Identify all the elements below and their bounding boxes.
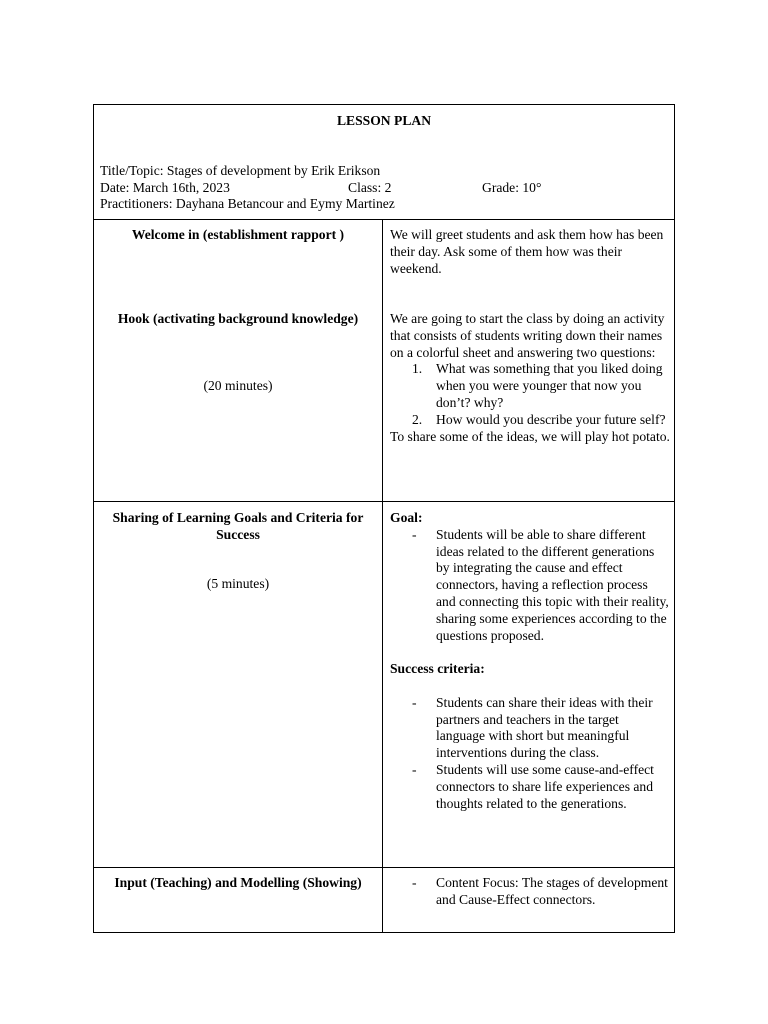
- goals-time: (5 minutes): [206, 576, 270, 591]
- criteria-list: [390, 695, 670, 813]
- practitioners-line: Practitioners: Dayhana Betancour and Eymy Martinez: [100, 196, 395, 211]
- input-list: [390, 875, 670, 909]
- hook-questions: [390, 361, 670, 428]
- list-item-text: What was something that you liked doing when you were younger that now you don’t? why?: [436, 361, 663, 410]
- list-item: [390, 412, 670, 429]
- input-label: Input (Teaching) and Modelling (Showing): [114, 875, 362, 890]
- goals-content: [390, 510, 670, 812]
- list-item: [390, 762, 670, 812]
- goal-list: [390, 527, 670, 645]
- row-divider: [93, 501, 675, 502]
- class-line: Class: 2: [348, 180, 392, 195]
- list-item: [390, 695, 670, 762]
- input-content: [390, 875, 670, 909]
- grade-line: Grade: 10°: [482, 180, 542, 195]
- list-number: 2.: [412, 411, 423, 427]
- list-item: [390, 527, 670, 645]
- list-dash: -: [412, 761, 417, 777]
- column-divider: [382, 219, 383, 933]
- list-item-text: Content Focus: The stages of development and Cause-Effect connectors.: [436, 875, 668, 907]
- list-dash: -: [412, 526, 417, 542]
- list-dash: -: [412, 875, 417, 890]
- list-item: [390, 361, 670, 411]
- criteria-heading: Success criteria:: [390, 661, 485, 677]
- list-number: 1.: [412, 361, 423, 377]
- row-divider: [93, 219, 675, 220]
- list-item: [390, 875, 670, 909]
- hook-outro: To share some of the ideas, we will play hot potato.: [390, 428, 670, 444]
- topic-line: Title/Topic: Stages of development by Erik Erikson: [100, 163, 381, 178]
- list-dash: -: [412, 694, 417, 710]
- welcome-text: We will greet students and ask them how has been their day. Ask some of them how was their weekend.: [390, 227, 664, 276]
- list-item-text: Students will use some cause-and-effect connectors to share life experiences and thoughts related to the generations.: [436, 761, 654, 811]
- goal-heading: Goal:: [390, 510, 423, 525]
- date-line: Date: March 16th, 2023: [100, 180, 230, 195]
- goals-label: Sharing of Learning Goals and Criteria for Success: [112, 510, 364, 542]
- hook-content: [390, 311, 670, 445]
- list-item-text: How would you describe your future self?: [436, 411, 666, 427]
- document-title: LESSON PLAN: [336, 113, 432, 128]
- hook-time: (20 minutes): [203, 378, 273, 393]
- list-item-text: Students can share their ideas with their partners and teachers in the target language with short but meaningful interventions during the class.: [436, 694, 653, 761]
- hook-intro: We are going to start the class by doing an activity that consists of students writing down their names on a colorful sheet and answering two questions:: [390, 311, 665, 360]
- hook-label: Hook (activating background knowledge): [117, 311, 359, 326]
- welcome-label: Welcome in (establishment rapport ): [131, 227, 345, 242]
- list-item-text: Students will be able to share different ideas related to the different generations by integrating the cause and effect connectors, having a reflection process and connecting this topic with their reality, sharing some experiences according to the questions proposed.: [436, 526, 669, 643]
- row-divider: [93, 867, 675, 868]
